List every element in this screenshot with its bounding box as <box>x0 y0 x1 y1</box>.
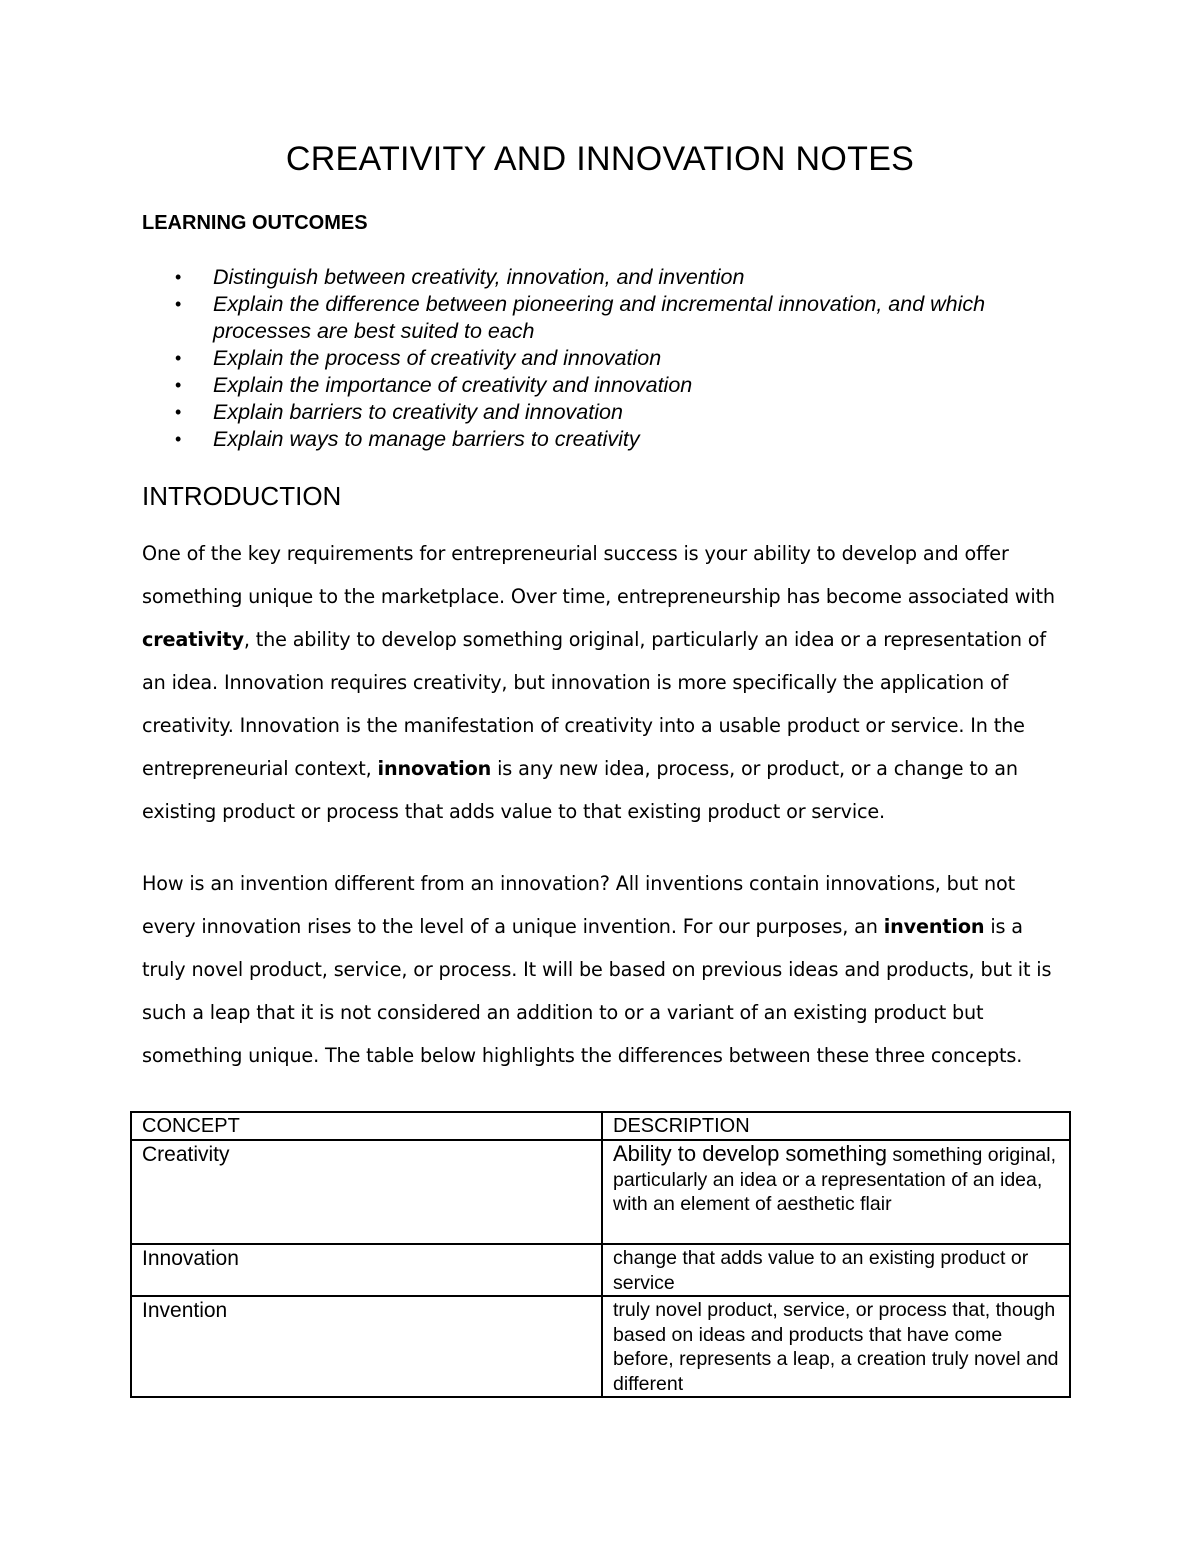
list-item-text: Explain the difference between pioneering and incremental innovation, and which processes are best suited to each <box>213 292 986 343</box>
term-innovation: innovation <box>377 757 492 780</box>
table-header-row <box>131 1112 1070 1140</box>
bullet-icon: • <box>175 429 182 449</box>
list-item <box>142 291 1072 345</box>
bullet-icon: • <box>175 375 182 395</box>
cell-description <box>602 1296 1070 1397</box>
list-item <box>142 345 1072 372</box>
cell-concept: Innovation <box>131 1244 602 1296</box>
description-rest: something original, particularly an idea or a representation of an idea, with an element of aesthetic flair <box>613 1144 1057 1215</box>
paragraph-text: is any new idea, process, or product, or a change to an existing product or process that adds value to that existing product or service. <box>142 757 1018 823</box>
table-row <box>131 1140 1070 1244</box>
cell-concept: Invention <box>131 1296 602 1397</box>
bullet-icon: • <box>175 348 182 368</box>
paragraph-text: , the ability to develop something original, particularly an idea or a representation of an idea. Innovation requires creativity, but innovation is more specifically the application of creativity. Innovation is the manifestation of creativity into a usable product or service. In the entrepreneurial context, <box>142 628 1047 780</box>
cell-description <box>602 1244 1070 1296</box>
paragraph-text: How is an invention different from an innovation? All inventions contain innovations, but not every innovation rises to the level of a unique invention. For our purposes, an <box>142 872 1016 938</box>
column-header-concept: CONCEPT <box>131 1112 602 1140</box>
table-row <box>131 1244 1070 1296</box>
learning-outcomes-list <box>142 264 1072 453</box>
bullet-icon: • <box>175 294 182 314</box>
list-item <box>142 426 1072 453</box>
description-rest: change that adds value to an existing product or service <box>613 1247 1029 1294</box>
description-lead: Ability to develop something <box>613 1141 887 1166</box>
list-item <box>142 264 1072 291</box>
list-item-text: Distinguish between creativity, innovation, and invention <box>213 265 745 289</box>
description-rest: truly novel product, service, or process that, though based on ideas and products that have come before, represents a leap, a creation truly novel and different <box>613 1299 1059 1395</box>
document-title: CREATIVITY AND INNOVATION NOTES <box>285 140 915 178</box>
bullet-icon: • <box>175 402 182 422</box>
table-row <box>131 1296 1070 1397</box>
cell-concept: Creativity <box>131 1140 602 1244</box>
paragraph-text: One of the key requirements for entrepreneurial success is your ability to develop and offer something unique to the marketplace. Over time, entrepreneurship has become associated with <box>142 542 1055 608</box>
bullet-icon: • <box>175 267 182 287</box>
list-item-text: Explain ways to manage barriers to creativity <box>213 427 640 451</box>
term-invention: invention <box>883 915 985 938</box>
list-item-text: Explain barriers to creativity and innovation <box>213 400 623 424</box>
concepts-table <box>130 1111 1071 1398</box>
list-item <box>142 372 1072 399</box>
list-item <box>142 399 1072 426</box>
term-creativity: creativity <box>142 628 244 651</box>
list-item-text: Explain the importance of creativity and innovation <box>213 373 693 397</box>
introduction-paragraph-2 <box>142 862 1072 1077</box>
list-item-text: Explain the process of creativity and innovation <box>213 346 662 370</box>
column-header-description: DESCRIPTION <box>602 1112 1070 1140</box>
cell-description <box>602 1140 1070 1244</box>
introduction-heading: INTRODUCTION <box>142 481 342 511</box>
paragraph-text: is a truly novel product, service, or process. It will be based on previous ideas and products, but it is such a leap that it is not considered an addition to or a variant of an existing product but something unique. The table below highlights the differences between these three concepts. <box>142 915 1052 1067</box>
introduction-paragraph-1 <box>142 532 1072 833</box>
learning-outcomes-heading: LEARNING OUTCOMES <box>142 212 368 234</box>
